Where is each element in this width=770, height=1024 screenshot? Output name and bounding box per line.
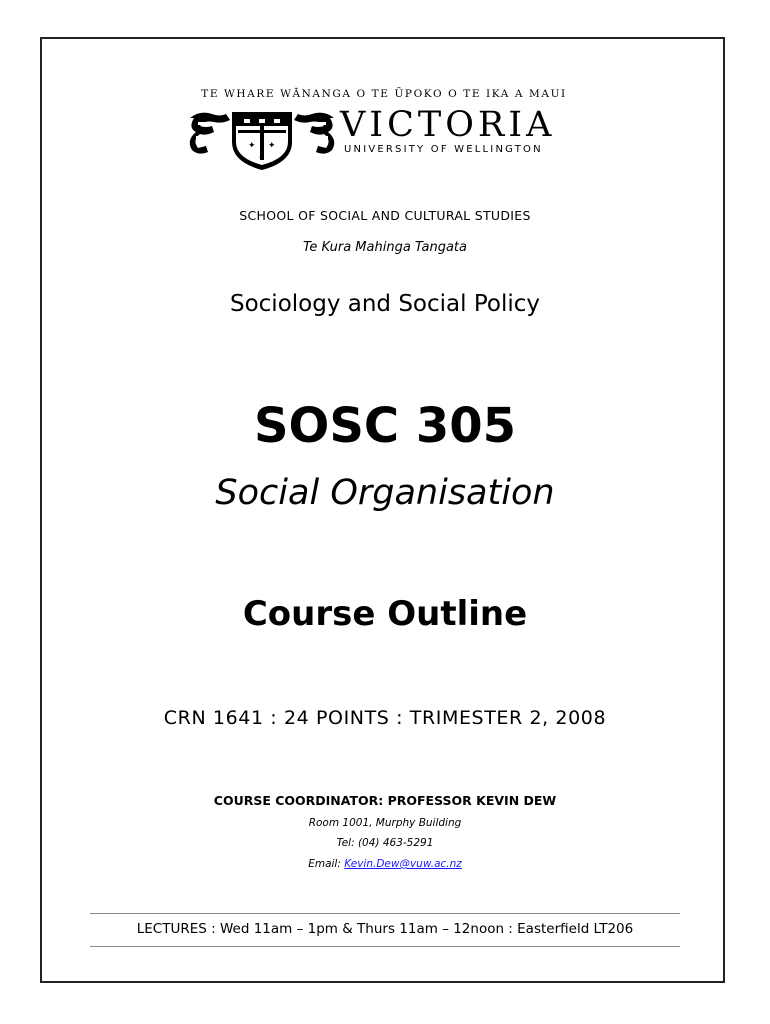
university-motto: TE WHARE WĀNANGA O TE ŪPOKO O TE IKA A MAUI	[201, 88, 567, 100]
coordinator-phone: Tel: (04) 463-5291	[336, 837, 434, 849]
coordinator-room: Room 1001, Murphy Building	[308, 817, 462, 829]
course-title: Social Organisation	[215, 473, 555, 513]
crn-points-line: CRN 1641 : 24 POINTS : TRIMESTER 2, 2008	[163, 707, 607, 729]
svg-text:✦: ✦	[248, 141, 256, 151]
crest-icon	[188, 106, 336, 172]
document-type-heading: Course Outline	[242, 594, 528, 634]
school-name: SCHOOL OF SOCIAL AND CULTURAL STUDIES	[239, 208, 531, 223]
school-maori-name: Te Kura Mahinga Tangata	[302, 240, 467, 255]
university-name: VICTORIA	[340, 105, 556, 145]
svg-text:✦: ✦	[268, 141, 276, 151]
email-label: Email:	[308, 858, 341, 870]
university-logo	[188, 88, 580, 176]
course-code: SOSC 305	[253, 398, 517, 454]
coordinator-email-line	[0, 858, 770, 870]
svg-text:✦: ✦	[258, 153, 265, 162]
bottom-divider	[90, 946, 680, 947]
top-divider	[90, 913, 680, 914]
lecture-times: LECTURES : Wed 11am – 1pm & Thurs 11am – 12noon : Easterfield LT206	[136, 921, 634, 937]
coordinator-heading: COURSE COORDINATOR: PROFESSOR KEVIN DEW	[213, 793, 557, 808]
department-name: Sociology and Social Policy	[229, 291, 540, 317]
email-link[interactable]: Kevin.Dew@vuw.ac.nz	[344, 858, 462, 870]
university-subtitle: UNIVERSITY OF WELLINGTON	[344, 144, 543, 155]
